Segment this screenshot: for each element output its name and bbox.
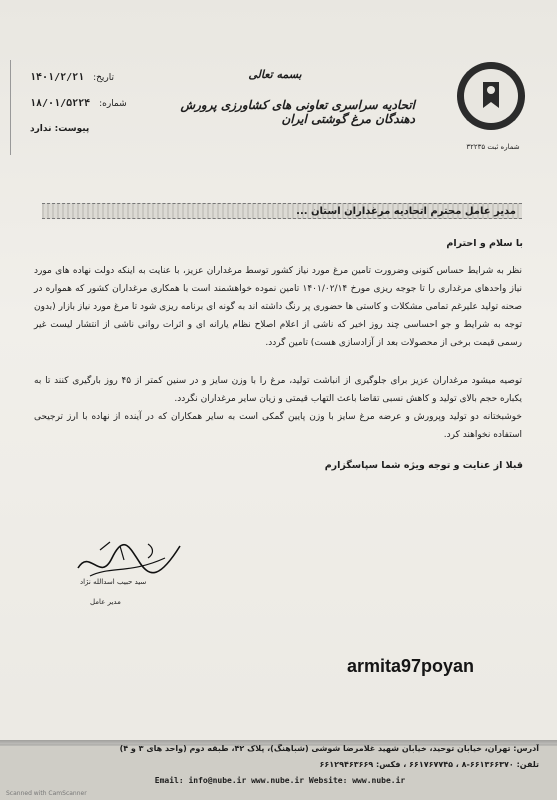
margin-line [10, 60, 11, 155]
organization-logo-icon [455, 60, 527, 132]
signatory-role: مدیر عامل [90, 598, 121, 606]
number-value: ۱۸/۰۱/۵۲۲۴ [30, 98, 91, 109]
attachment-field: پیوست: ندارد [30, 124, 90, 134]
paragraph-3-text: خوشبختانه دو تولید وپرورش و عرضه مرغ سایز با وزن پایین گمکی است به سایر همکاران که در آینده از نهاده با ارز ترجیحی استفاده نخواهند کرد. [34, 412, 522, 440]
signatory-name: سید حبیب اسدالله نژاد [80, 578, 147, 586]
basmala-heading: بسمه تعالی [248, 68, 302, 81]
date-label: تاریخ: [93, 73, 115, 83]
paragraph-1-text: نظر به شرایط حساس کنونی وضرورت تامین مرغ مورد نیاز کشور توسط مرغداران عزیز، با عنایت به اینکه دولت نهاده های مورد نیاز واحدهای مرغداری را تا جوجه ریزی مورخ ۱۴۰۱/۰۲/۱۴ تامین نموده خواهشمند است با همکاری مرغداران کشور که همواره در صحنه تولید علیرغم تمامی مشکلات و کاستی ها حضوری پر رنگ داشته اند به گونه ای برنامه ریزی شود تا مرغ مورد نیاز بازار (بدون توجه به شرایط و جو احساسی چند روز اخیر که ناشی از اعلام اصلاح نظام یارانه ای و اثرات روانی ناشی از انتشار لیست غیر رسمی قیمت برخی از محصولات بعد از آزادسازی هست) تامین گردد. [34, 266, 522, 348]
subject-line: مدیر عامل محترم اتحادیه مرغداران استان ... [42, 203, 522, 219]
paragraph-2-text: توصیه میشود مرغداران عزیز برای جلوگیری از انباشت تولید، مرغ را با وزن سایز و در سنین کمتر از ۴۵ روز بارگیری کنند تا به یکباره حجم بالای تولید و کاهش نسبی تقاضا باعث التهاب قیمتی و زیان سایر مرغداران نگردد. [34, 376, 522, 404]
closing-line: قبلا از عنایت و توجه ویژه شما سپاسگزارم [324, 460, 523, 471]
body-paragraph-2 [34, 372, 522, 444]
footer-address: آدرس: تهران، خیابان توحید، خیابان شهید غلامرضا شوشی (شباهنگ)، پلاک ۴۲، طبقه دوم (واحد های ۳ و ۴) [119, 744, 539, 753]
body-paragraph-1 [34, 262, 522, 352]
footer-phones: تلفن: ۶۶۱۳۶۶۳۷۰-۸ ، ۶۶۱۷۶۷۷۴۵ ، فکس: ۶۶۱۲۹۴۶۳۶۶۹ [319, 760, 539, 769]
number-label: شماره: [99, 99, 127, 109]
footer-web: Email: info@nube.ir www.nube.ir Website: www.nube.ir [154, 776, 406, 785]
greeting: با سلام و احترام [446, 238, 523, 249]
number-field [30, 98, 127, 109]
date-field [30, 72, 114, 83]
watermark-text: armita97poyan [347, 656, 475, 676]
date-value: ۱۴۰۱/۲/۲۱ [30, 72, 85, 83]
registration-number: شماره ثبت ۳۲۲۳۵ [466, 143, 520, 151]
scanner-note: Scanned with CamScanner [6, 790, 87, 797]
organization-title: اتحادیه سراسری تعاونی های کشاورزی پرورش دهندگان مرغ گوشتی ایران [180, 98, 415, 126]
